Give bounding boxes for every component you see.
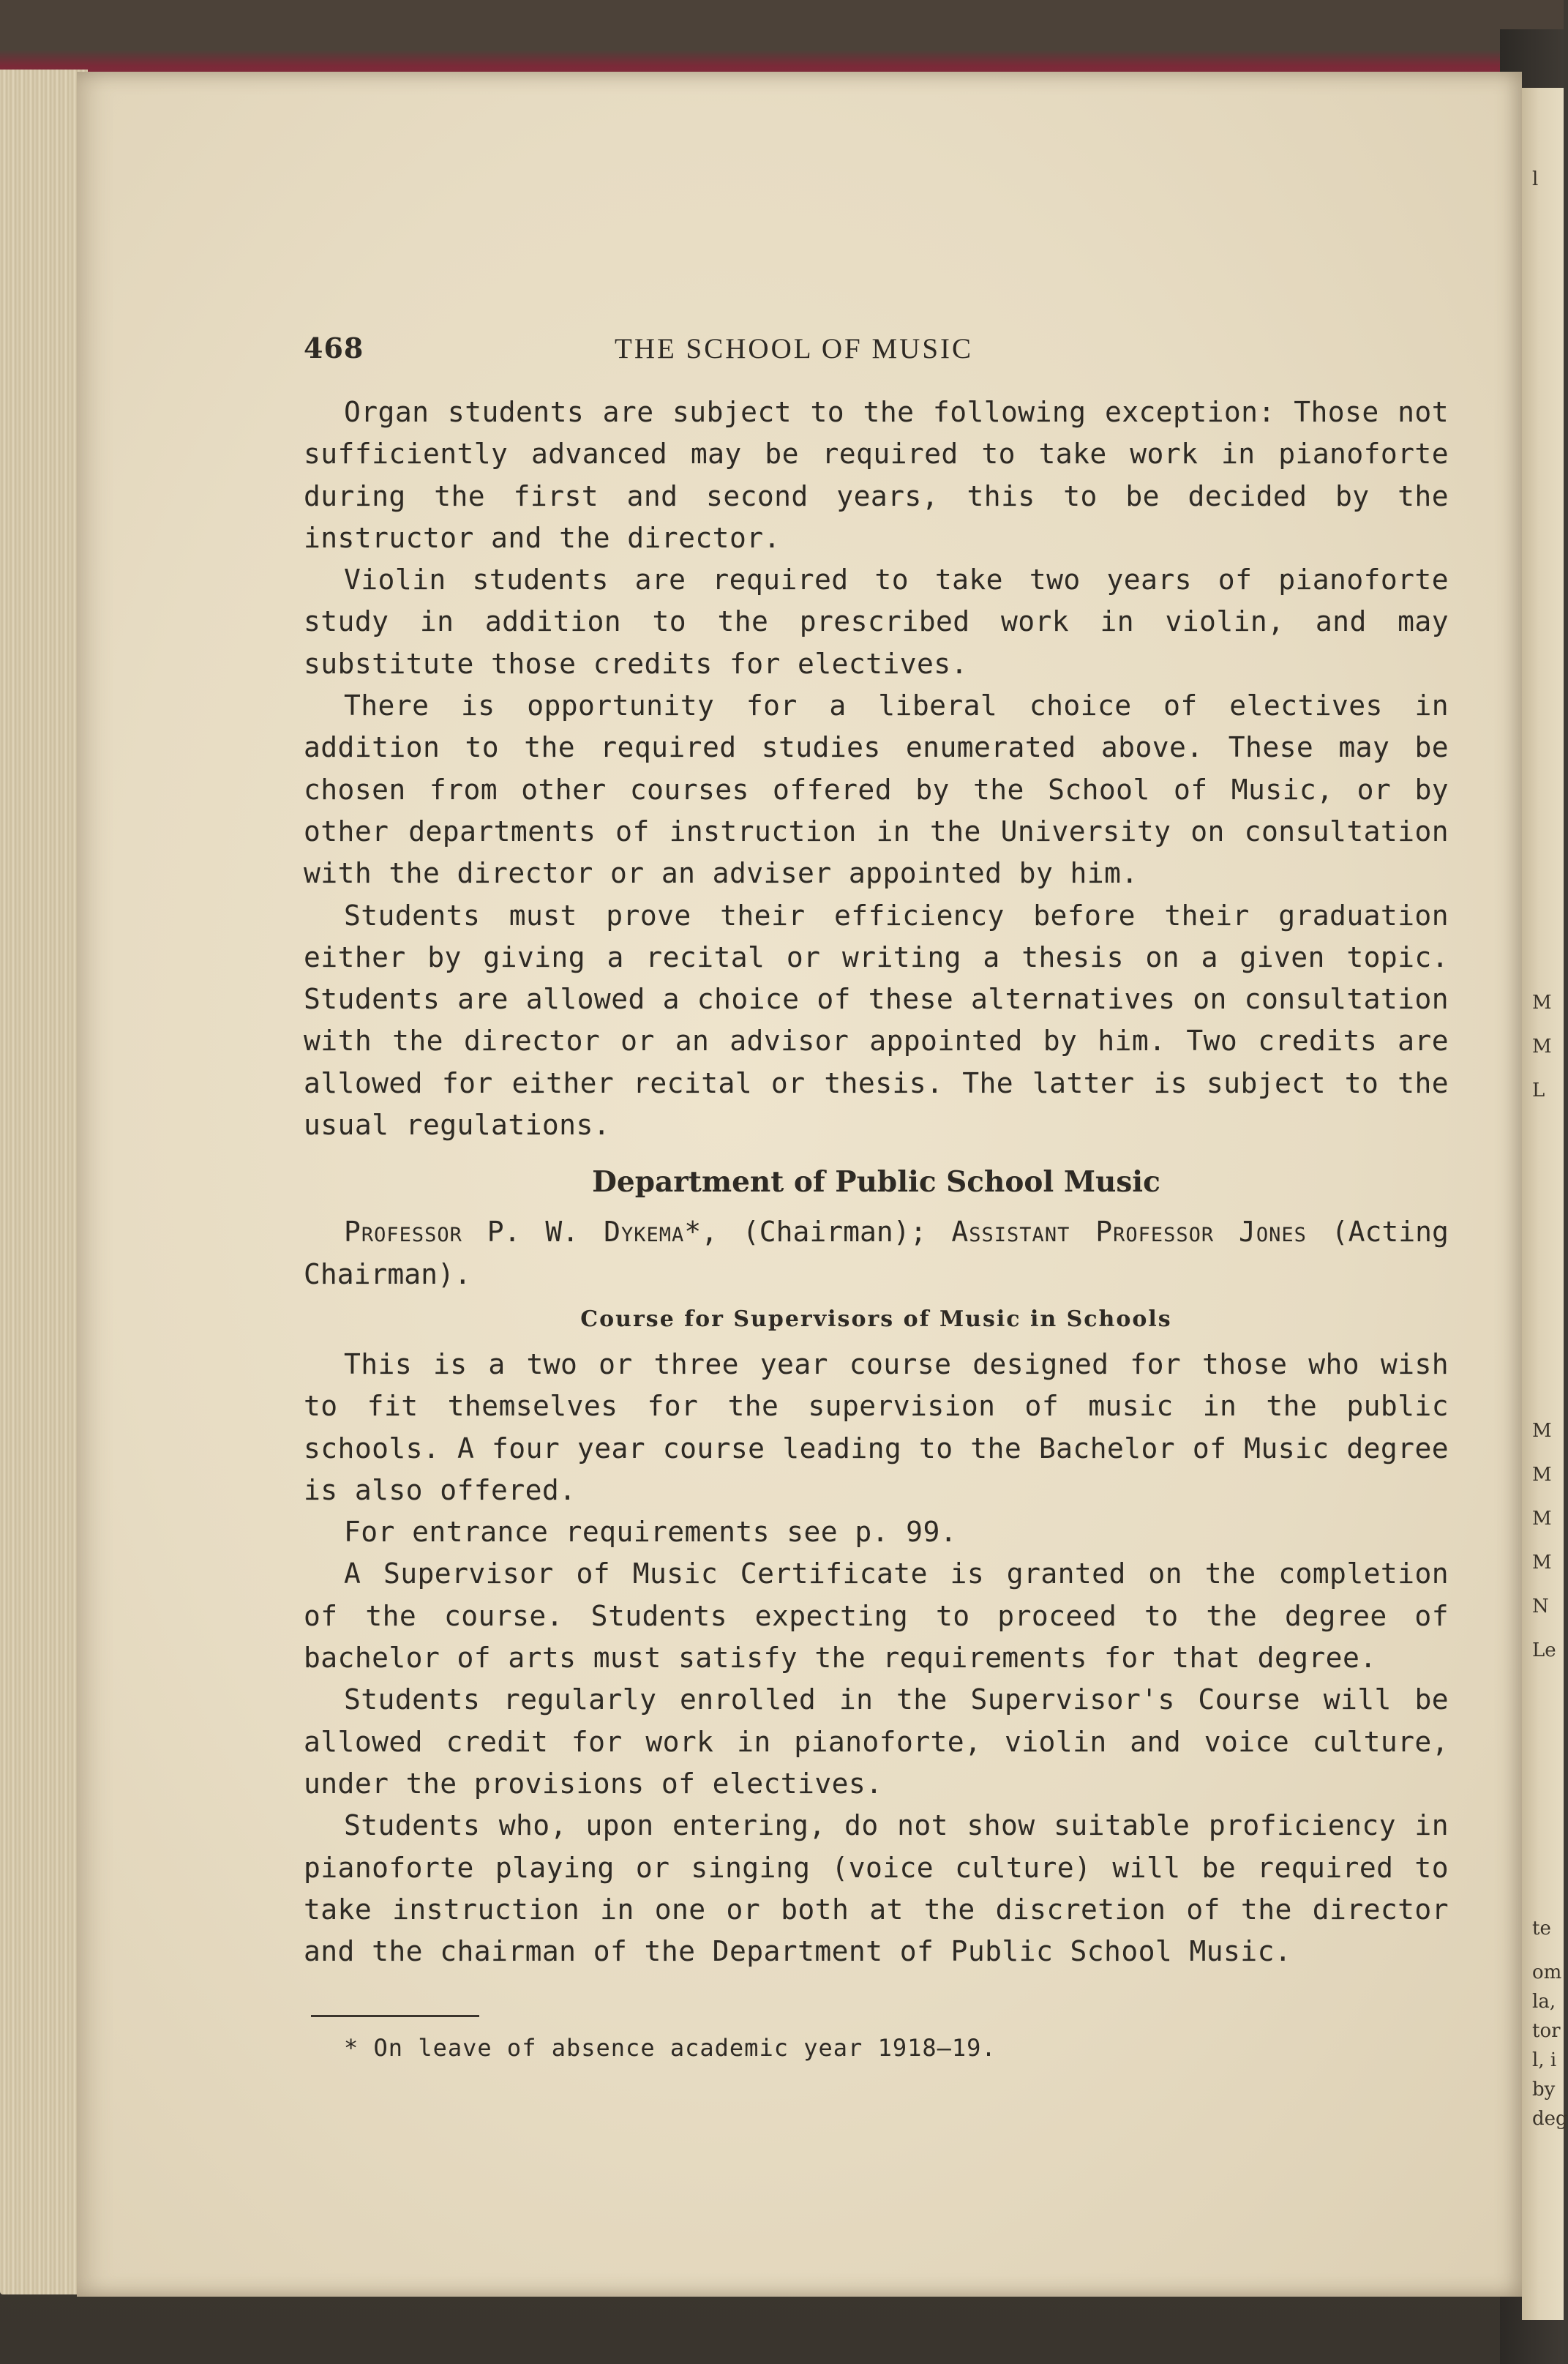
adjacent-page-fragment: M	[1532, 1508, 1552, 1530]
adjacent-page-fragment: om	[1532, 1961, 1562, 1983]
adjacent-page-edge	[1522, 88, 1568, 2320]
faculty-role: (Chairman);	[742, 1216, 927, 1249]
adjacent-page-fragment: tor	[1532, 2020, 1561, 2042]
paragraph-violin-students: Violin students are required to take two years of pianoforte study in addition to the prescribed work in violin, and may substitute those credits for electives.	[304, 564, 1449, 680]
adjacent-page-fragment: deg	[1532, 2108, 1568, 2130]
faculty-surname: Dykema	[604, 1216, 685, 1249]
adjacent-page-fragment: M	[1532, 1420, 1552, 1442]
department-heading: Department of Public School Music	[592, 1165, 1160, 1200]
paragraph-electives: There is opportunity for a liberal choice of electives in addition to the required studies enumerated above. These may be chosen from other courses offered by the School of Music, or by other departments of instruction in the University on consultation with the director or an adviser appointed by him.	[304, 689, 1449, 890]
adjacent-page-fragment: M	[1532, 1036, 1552, 1058]
adjacent-page-fragment: L	[1532, 1080, 1545, 1101]
page-number: 468	[304, 332, 364, 364]
book-page	[77, 72, 1522, 2297]
faculty-title: Assistant Professor	[951, 1216, 1215, 1249]
course-heading: Course for Supervisors of Music in Schools	[580, 1306, 1172, 1332]
paragraph-recital-thesis: Students must prove their efficiency before their graduation either by giving a recital or writing a thesis on a given topic. Students are allowed a choice of these alternatives on consultation with the director or an advisor appointed by him. Two credits are allowed for either recital or thesis. The latter is subject to the usual regulations.	[304, 899, 1449, 1142]
adjacent-page-fragment: by	[1532, 2079, 1556, 2101]
faculty-title: Professor	[344, 1216, 462, 1249]
stacked-page-edges	[0, 70, 88, 2294]
page-text-block	[304, 262, 1449, 2065]
paragraph-proficiency: Students who, upon entering, do not show suitable proficiency in pianoforte playing or singing (voice culture) will be required to take instruction in one or both at the discretion of the director and the chairman of the Department of Public School Music.	[304, 1809, 1449, 1968]
adjacent-page-fragment: Le	[1532, 1639, 1556, 1661]
footnote-rule	[311, 2015, 479, 2017]
adjacent-page-fragment: M	[1532, 992, 1552, 1014]
adjacent-page-fragment: l	[1532, 168, 1539, 190]
adjacent-page-fragment: l, i	[1532, 2049, 1557, 2071]
adjacent-page-fragment: te	[1532, 1918, 1551, 1940]
footnote-marker: *,	[684, 1216, 718, 1249]
faculty-surname: Jones	[1239, 1216, 1307, 1249]
paragraph-credit: Students regularly enrolled in the Supervisor's Course will be allowed credit for work in pianoforte, violin and voice culture, under the provisions of electives.	[304, 1683, 1449, 1800]
paragraph-course-description: This is a two or three year course designed for those who wish to fit themselves for the supervision of music in the public schools. A four year course leading to the Bachelor of Music degree is also offered.	[304, 1347, 1449, 1506]
adjacent-page-fragment: N	[1532, 1596, 1549, 1617]
paragraph-certificate: A Supervisor of Music Certificate is granted on the completion of the course. Students expecting to proceed to the degree of bachelor of arts must satisfy the requirements for that degree.	[304, 1557, 1449, 1675]
faculty-listing	[304, 1211, 1449, 1295]
adjacent-page-fragment: la,	[1532, 1991, 1556, 2013]
running-title: THE SCHOOL OF MUSIC	[615, 333, 974, 364]
adjacent-page-fragment: M	[1532, 1464, 1552, 1486]
footnote: * On leave of absence academic year 1918–19.	[344, 2034, 997, 2062]
paragraph-entrance-requirements: For entrance requirements see p. 99.	[344, 1516, 958, 1549]
running-head	[304, 332, 1449, 375]
faculty-initials: P. W.	[487, 1216, 579, 1249]
faculty-role: (Acting Chairman).	[304, 1216, 1449, 1290]
paragraph-organ-students: Organ students are subject to the following exception: Those not sufficiently advanced may be required to take work in pianoforte during the first and second years, this to be decided by the instructor and the director.	[304, 396, 1449, 554]
adjacent-page-fragment: M	[1532, 1552, 1552, 1574]
